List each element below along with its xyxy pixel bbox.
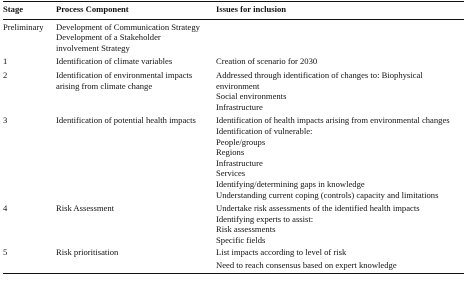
issue-line: Specific fields (216, 234, 266, 245)
issue-line: Identifying experts to assist: (216, 213, 314, 224)
table-header-row (3, 2, 464, 19)
issue-line: Understanding current coping (controls) capacity and limitations (216, 189, 439, 200)
issue-line: Infrastructure (216, 101, 263, 112)
stage-cell: 5 (3, 247, 8, 258)
process-table (3, 1, 464, 274)
issue-line: Undertake risk assessments of the identified health impacts (216, 203, 420, 214)
issues-cell (216, 70, 464, 112)
process-line: Risk prioritisation (56, 247, 119, 258)
issue-line: Identification of health impacts arising from environmental changes (216, 115, 450, 126)
process-line: Identification of potential health impacts (56, 115, 196, 126)
header-process-component: Process Component (56, 4, 129, 14)
issue-line: Creation of scenario for 2030 (216, 56, 318, 67)
process-cell (56, 247, 216, 258)
process-cell (56, 203, 216, 214)
stage-cell: 1 (3, 56, 8, 67)
process-line: Identification of climate variables (56, 56, 173, 67)
table-row (3, 115, 464, 203)
process-cell (56, 22, 216, 54)
process-line: Development of Communication Strategy (56, 21, 200, 32)
issue-line: List impacts according to level of risk (216, 247, 347, 258)
stage-cell: 3 (3, 115, 8, 126)
table-row (3, 56, 464, 70)
process-cell (56, 70, 216, 91)
header-stage: Stage (3, 4, 24, 14)
issue-line: Need to reach consensus based on expert knowledge (216, 260, 397, 271)
issues-cell (216, 203, 464, 245)
issue-line: Regions (216, 147, 245, 158)
process-line: Development of a Stakeholder involvement Strategy (56, 32, 161, 53)
process-cell (56, 115, 216, 126)
issue-line: Addressed through identification of changes to: Biophysical environment (216, 69, 423, 91)
issue-line: Infrastructure (216, 157, 263, 168)
issue-line: Identifying/determining gaps in knowledge (216, 178, 365, 189)
header-issues-for-inclusion: Issues for inclusion (216, 4, 287, 14)
table-row (3, 20, 464, 57)
table-row (3, 70, 464, 115)
issue-line: Risk assessments (216, 224, 276, 235)
process-line: Risk Assessment (56, 203, 115, 214)
table-bottom-rule (3, 273, 464, 274)
issue-line: People/groups (216, 136, 266, 147)
issue-line: Social environments (216, 91, 287, 102)
stage-cell: 2 (3, 69, 8, 80)
issue-line: Identification of vulnerable: (216, 125, 313, 136)
process-cell (56, 56, 216, 67)
issues-cell (216, 56, 464, 67)
table-row (3, 203, 464, 247)
issues-cell (216, 115, 464, 200)
issue-line: Services (216, 168, 246, 179)
table-row (3, 247, 464, 272)
stage-cell: Preliminary (3, 21, 44, 32)
stage-cell: 4 (3, 203, 8, 214)
process-line: Identification of environmental impacts arising from climate change (56, 69, 193, 91)
issues-cell (216, 247, 464, 270)
